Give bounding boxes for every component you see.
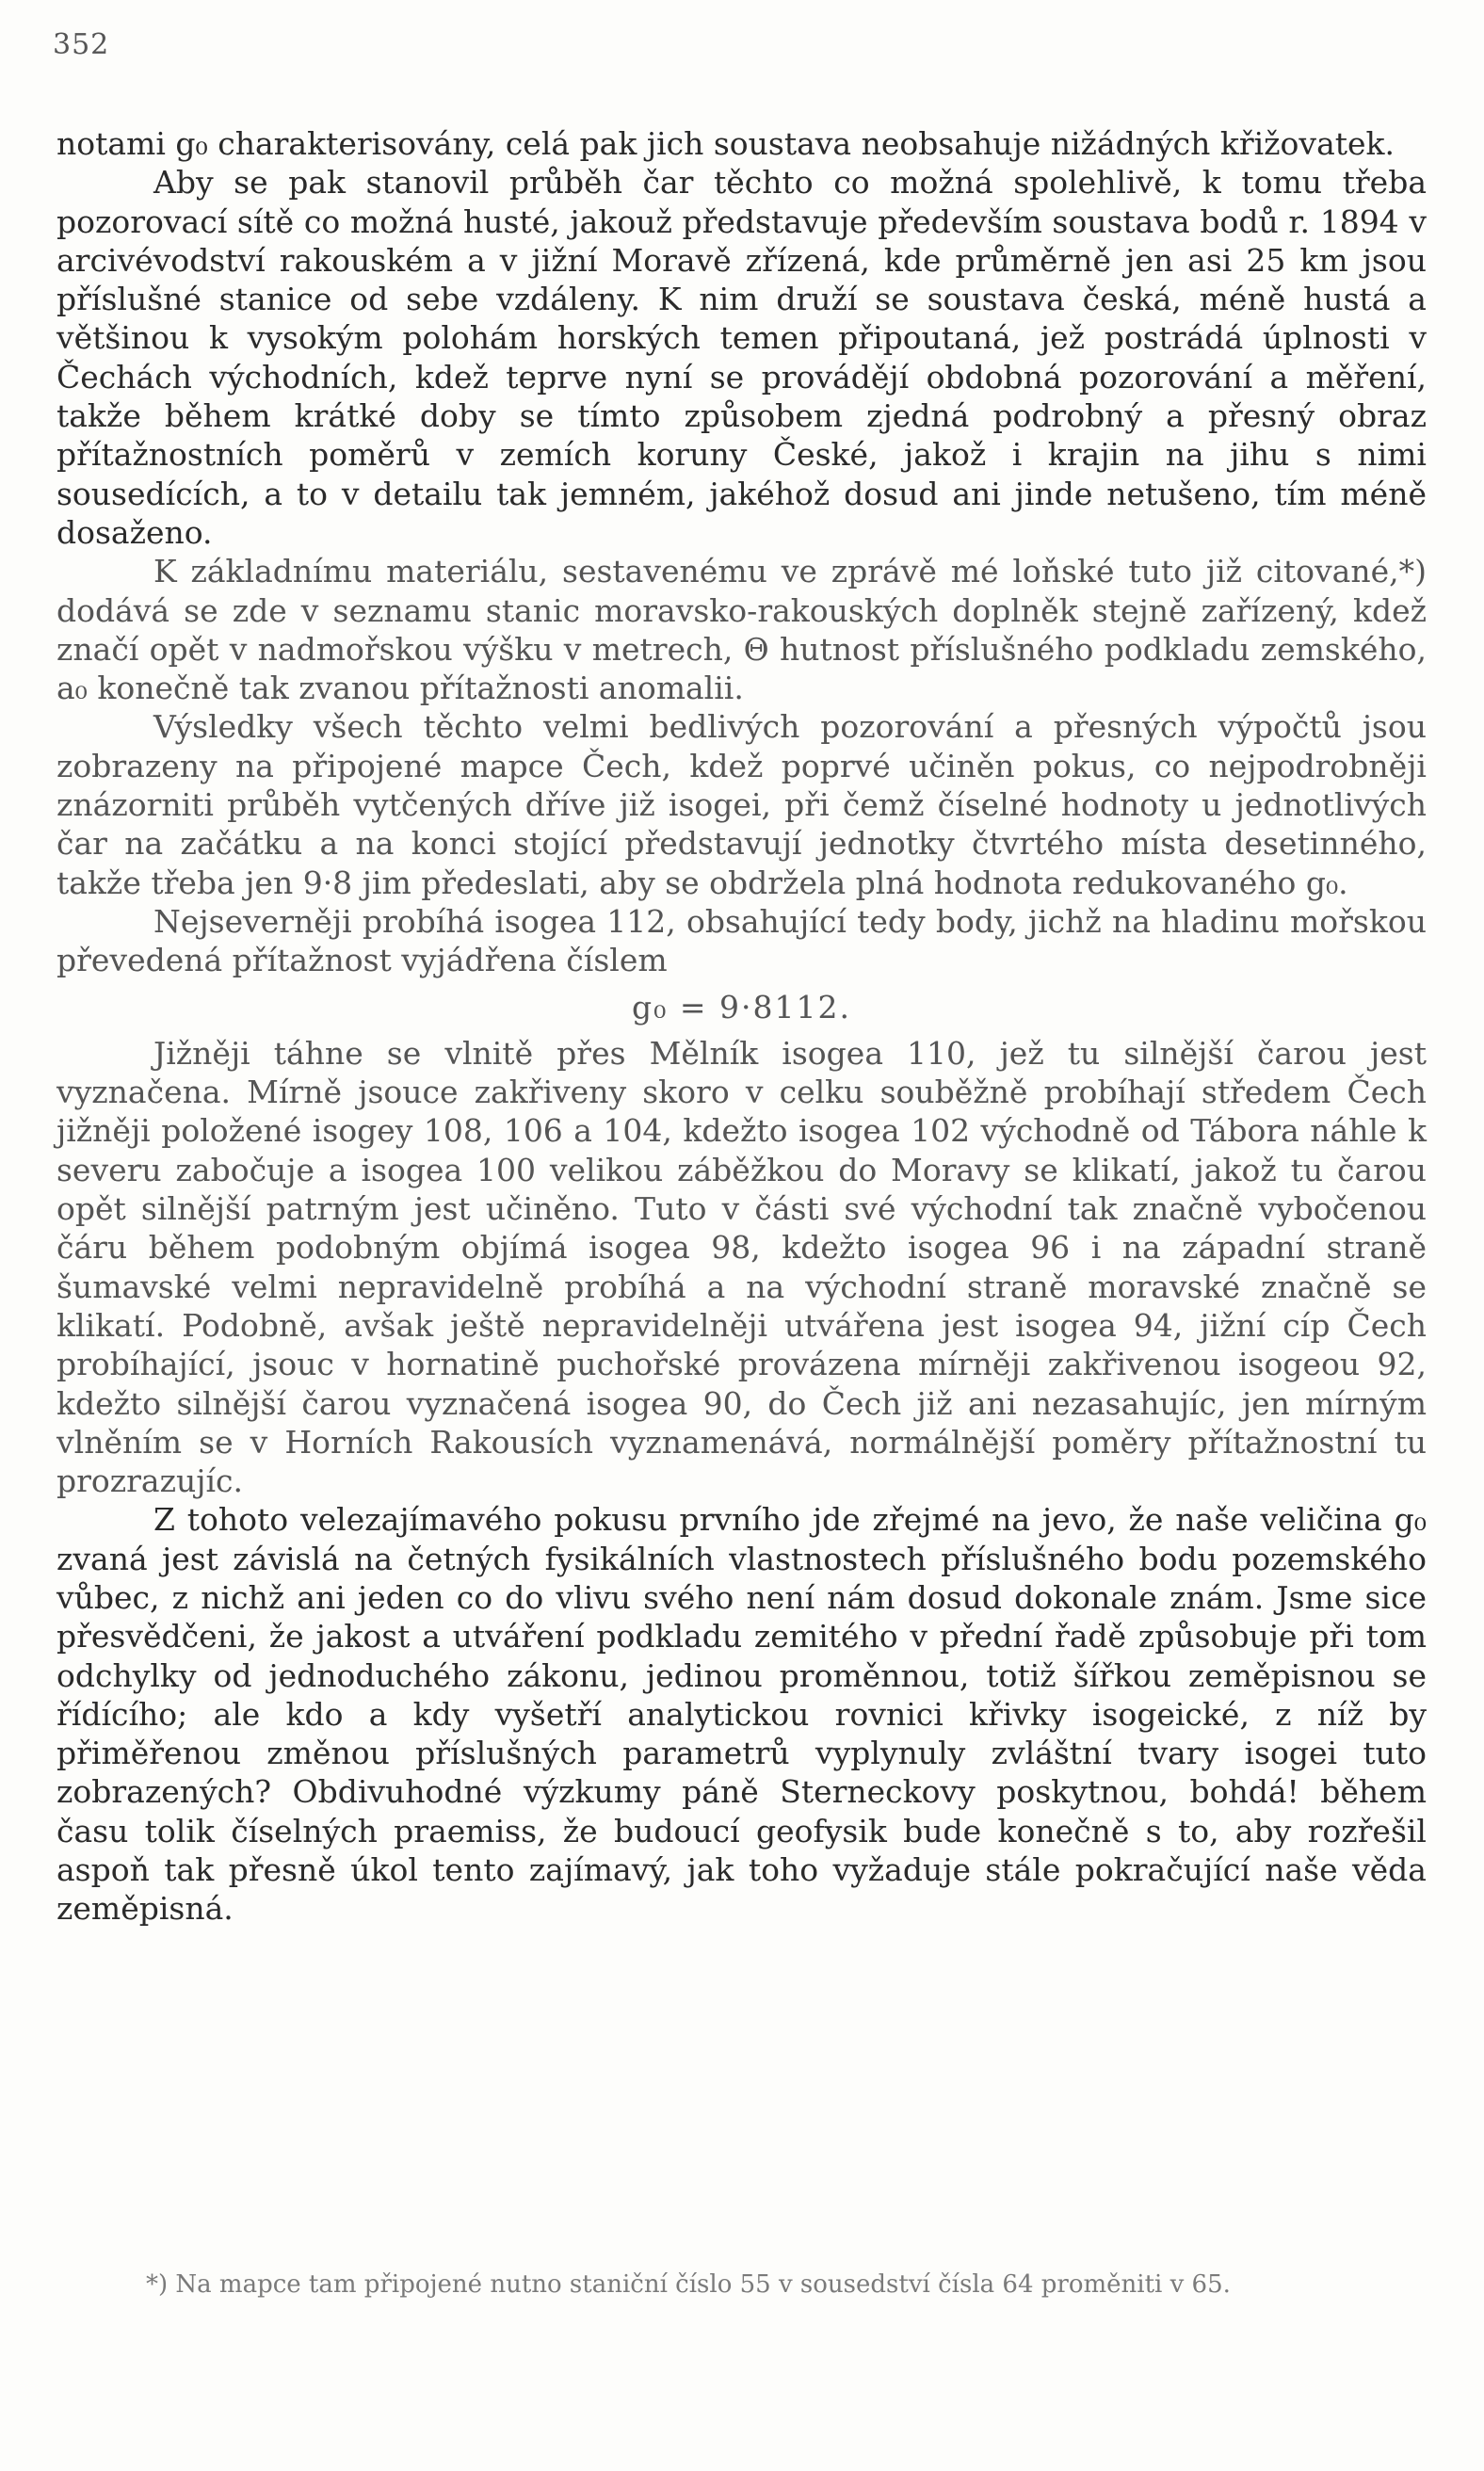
paragraph-base-material: K základnímu materiálu, sestavenému ve zprávě mé loňské tuto již citované,*) dodává se zde v seznamu stanic moravsko-rakouských doplněk stejně zařízený, kdež značí opět v nadmořskou výšku v metrech, Θ hutnost příslušného podkladu zemského, a₀ konečně tak zvanou přítažnosti anomalii. bbox=[56, 553, 1427, 707]
equation-g0: g₀ = 9·8112. bbox=[632, 988, 851, 1026]
paragraph-conclusion: Z tohoto velezajímavého pokusu prvního jde zřejmé na jevo, že naše veličina g₀ zvaná jest závislá na četných fysikálních vlastnostech příslušného bodu pozemského vůbec, z nichž ani jeden co do vlivu svého není nám dosud dokonale znám. Jsme sice přesvědčeni, že jakost a utváření podkladu zemitého v přední řadě způsobuje při tom odchylky od jednoduchého zákonu, jedinou proměnnou, totiž šířkou zeměpisnou se řídícího; ale kdo a kdy vyšetří analytickou rovnici křivky isogeické, z níž by přiměřenou změnou příslušných parametrů vyplynuly zvláštní tvary isogei tuto zobrazených? Obdivuhodné výzkumy páně Sterneckovy poskytnou, bohdá! během času tolik číselných praemiss, že budoucí geofysik bude konečně s to, aby rozřešil aspoň tak přesně úkol tento zajímavý, jak toho vyžaduje stále pokračující naše věda zeměpisná. bbox=[56, 1501, 1427, 1928]
paragraph-isogea-course: Jižněji táhne se vlnitě přes Mělník isogea 110, jež tu silnější čarou jest vyznačena. Mírně jsouce zakřiveny skoro v celku souběžně probíhají středem Čech jižněji položené isogey 108, 106 a 104, kdežto isogea 102 východně od Tábora náhle k severu zabočuje a isogea 100 velikou záběžkou do Moravy se klikatí, jakož tu čarou opět silnější patrným jest učiněno. Tuto v části své východní tak značně vybočenou čáru během podobným objímá isogea 98, kdežto isogea 96 i na západní straně šumavské velmi nepravidelně probíhá a na východní straně moravské značně se klikatí. Podobně, avšak ještě nepravidelněji utvářena jest isogea 94, jižní cíp Čech probíhající, jsouc v hornatině puchořské provázena mírněji zakřivenou isogeou 92, kdežto silnější čarou vyznačená isogea 90, do Čech již ani nezasahujíc, jen mírným vlněním se v Horních Rakousích vyznamenává, normálnější poměry přítažnostní tu prozrazujíc. bbox=[56, 1034, 1427, 1500]
body-text bbox=[56, 124, 1427, 1929]
paragraph-continuation: notami g₀ charakterisovány, celá pak jich soustava neobsahuje nižádných křižovatek. bbox=[56, 125, 1395, 162]
page-number: 352 bbox=[53, 28, 110, 61]
paragraph-results: Výsledky všech těchto velmi bedlivých pozorování a přesných výpočtů jsou zobrazeny na připojené mapce Čech, kdež poprvé učiněn pokus, co nejpodrobněji znázorniti průběh vytčených dříve již isogei, při čemž číselné hodnoty u jednotlivých čar na začátku a na konci stojící představují jednotky čtvrtého místa desetinného, takže třeba jen 9·8 jim předeslati, aby se obdržela plná hodnota redukovaného g₀. bbox=[56, 708, 1427, 901]
footnote: *) Na mapce tam připojené nutno staniční číslo 55 v sousedství čísla 64 proměniti v 65. bbox=[146, 2270, 1231, 2299]
paragraph-northernmost-isogea: Nejseverněji probíhá isogea 112, obsahující tedy body, jichž na hladinu mořskou převedená přítažnost vyjádřena číslem bbox=[56, 902, 1427, 979]
paragraph-observation-network: Aby se pak stanovil průběh čar těchto co možná spolehlivě, k tomu třeba pozorovací sítě co možná husté, jakouž představuje především soustava bodů r. 1894 v arcivévodství rakouském a v jižní Moravě zřízená, kde průměrně jen asi 25 km jsou příslušné stanice od sebe vzdáleny. K nim druží se soustava česká, méně hustá a většinou k vysokým polohám horských temen připoutaná, jež postrádá úplnosti v Čechách východních, kdež teprve nyní se provádějí obdobná pozorování a měření, takže během krátké doby se tímto způsobem zjedná podrobný a přesný obraz přítažnostních poměrů v zemích koruny České, jakož i krajin na jihu s nimi sousedících, a to v detailu tak jemném, jakéhož dosud ani jinde netušeno, tím méně dosaženo. bbox=[56, 164, 1427, 551]
